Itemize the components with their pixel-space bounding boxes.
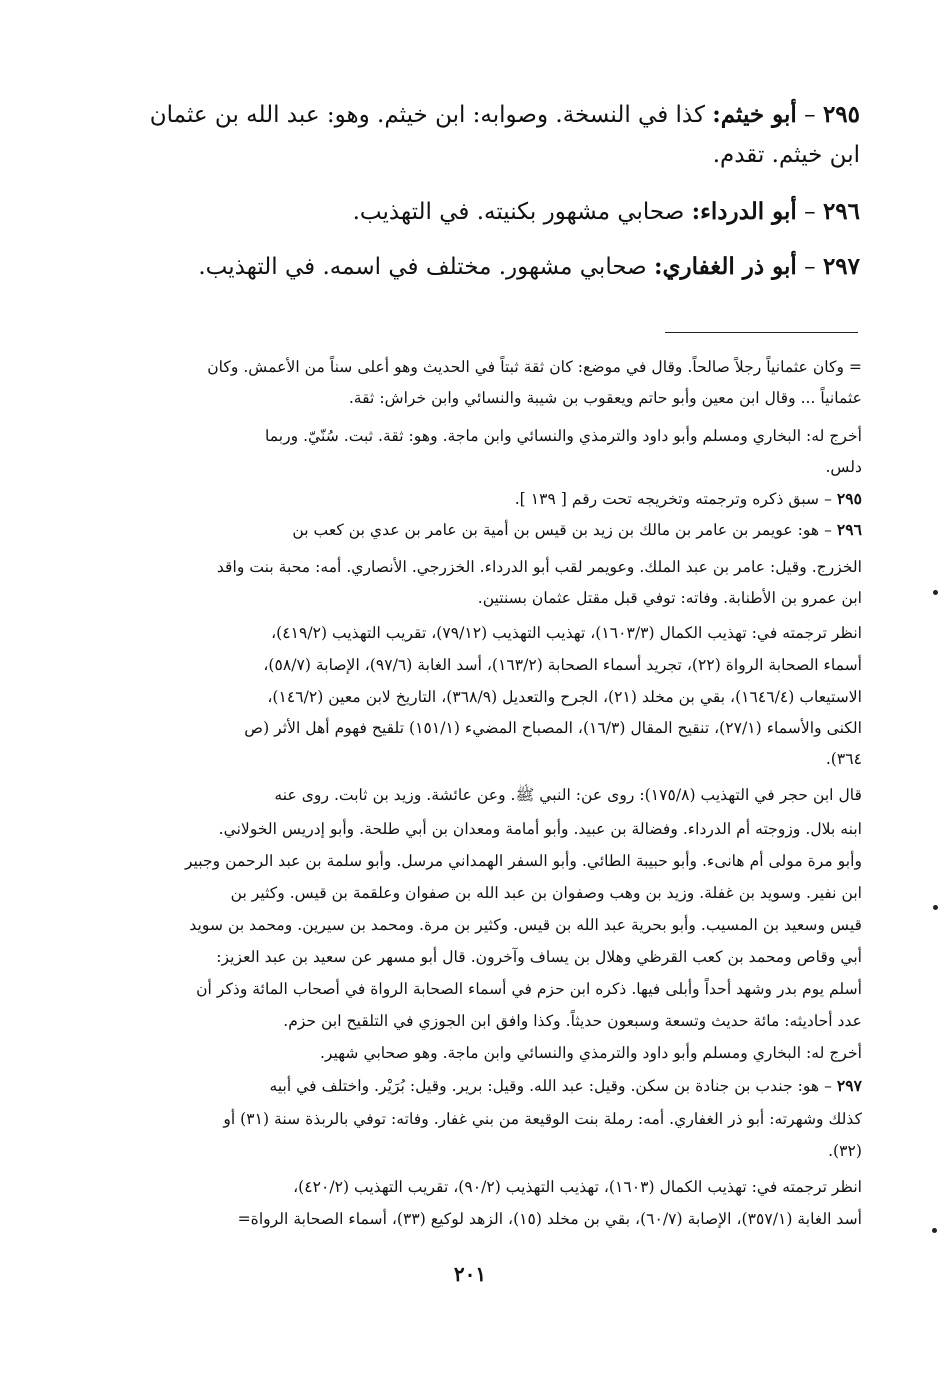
footnote-line: عثمانياً ... وقال ابن معين وأبو حاتم ويعقوب بن شيبة والنسائي وابن خراش: ثقة.: [348, 389, 862, 407]
scan-speck: [933, 590, 938, 595]
entry-name: أبو خيثم:: [712, 101, 797, 128]
entry-name: أبو الدرداء:: [691, 198, 797, 225]
footnote-text: – هو: جندب بن جنادة بن سكن. وقيل: عبد الله. وقيل: برير. وقيل: بُرَيْر. واختلف في أبيه: [269, 1077, 832, 1095]
footnote-line: أسد الغابة (٣٥٧/١)، الإصابة (٦٠/٧)، بقي بن مخلد (١٥)، الزهد لوكيع (٣٣)، أسماء الصحابة الرواة=: [237, 1210, 862, 1228]
entry-dash: –: [796, 199, 823, 225]
footnote-line: قيس وسعيد بن المسيب. وأبو بحرية عبد الله بن قيس. وكثير بن مرة. ومحمد بن سيرين. ومحمد بن سويد: [189, 916, 862, 934]
footnote-line: ابن عمرو بن الأطنابة. وفاته: توفي قبل مقتل عثمان بسنتين.: [477, 589, 862, 607]
footnote-line: أخرج له: البخاري ومسلم وأبو داود والترمذي والنسائي وابن ماجة. وهو: ثقة. ثبت. سُنّيّ. وربما: [264, 427, 862, 445]
footnote-line: أسلم يوم بدر وشهد أحداً وأبلى فيها. ذكره ابن حزم في أسماء الصحابة الرواة في أصحاب المائة وذكر أن: [196, 980, 862, 998]
footnote-number: ٢٩٦: [836, 520, 862, 539]
page-number: ٢٠١: [453, 1262, 487, 1286]
entry-text: ابن خيثم. تقدم.: [712, 142, 860, 168]
entry-number: ٢٩٥: [822, 101, 860, 128]
footnote-line: قال ابن حجر في التهذيب (١٧٥/٨): روى عن: النبي ﷺ. وعن عائشة. وزيد بن ثابت. روى عنه: [274, 786, 862, 804]
footnote-line: دلس.: [825, 458, 862, 476]
scan-speck: [933, 905, 938, 910]
scan-speck: [932, 1228, 937, 1233]
entry-296: [160, 192, 860, 232]
entry-dash: –: [796, 102, 823, 128]
footnote-line: عدد أحاديثه: مائة حديث وتسعة وسبعون حديثاً. وكذا وافق ابن الجوزي في التلقيح ابن حزم.: [283, 1012, 862, 1030]
footnote-text: – سبق ذكره وترجمته وتخريجه تحت رقم [ ١٣٩ ].: [514, 490, 832, 508]
entry-295: [100, 95, 860, 135]
footnote-separator: [665, 332, 858, 333]
footnote-line: ٣٦٤).: [825, 750, 862, 768]
footnote-line: انظر ترجمته في: تهذيب الكمال (١٦٠٣/٣)، تهذيب التهذيب (٧٩/١٢)، تقريب التهذيب (٤١٩/٢)،: [271, 624, 862, 642]
footnote-number: ٢٩٥: [836, 489, 862, 508]
entry-text: كذا في النسخة. وصوابه: ابن خيثم. وهو: عبد الله بن عثمان: [149, 102, 713, 128]
entry-dash: –: [796, 254, 823, 280]
footnote-295: [112, 483, 862, 515]
footnote-297: [112, 1070, 862, 1102]
footnote-line: أخرج له: البخاري ومسلم وأبو داود والترمذي والنسائي وابن ماجة. وهو صحابي شهير.: [319, 1044, 862, 1062]
entry-number: ٢٩٧: [822, 253, 860, 280]
footnote-296: [112, 514, 862, 546]
footnote-line: الاستيعاب (١٦٤٦/٤)، بقي بن مخلد (٢١)، الجرح والتعديل (٣٦٨/٩)، التاريخ لابن معين (١٤٦/٢)،: [267, 688, 862, 706]
footnote-number: ٢٩٧: [836, 1076, 862, 1095]
footnote-line: أبي وقاص ومحمد بن كعب القرظي وهلال بن يساف وآخرون. قال أبو مسهر عن سعيد بن عبد العزيز:: [216, 948, 862, 966]
entry-name: أبو ذر الغفاري:: [654, 253, 797, 280]
entry-text: صحابي مشهور. مختلف في اسمه. في التهذيب.: [198, 254, 655, 280]
footnote-line: الكنى والأسماء (٢٧/١)، تنقيح المقال (١٦/٣)، المصباح المضيء (١٥١/١) تلقيح فهوم أهل الأثر (ص: [244, 719, 862, 737]
footnote-line: ابنه بلال. وزوجته أم الدرداء. وفضالة بن عبيد. وأبو أمامة ومعدان بن أبي طلحة. وأبو إدريس الخولاني.: [218, 820, 862, 838]
footnote-line: الخزرج. وقيل: عامر بن عبد الملك. وعويمر لقب أبو الدرداء. الخزرجي. الأنصاري. أمه: محبة بنت واقد: [216, 558, 862, 576]
footnote-line: وأبو مرة مولى أم هانىء. وأبو حبيبة الطائي. وأبو السفر الهمداني مرسل. وأبو سلمة بن عبد الرحمن وجبير: [184, 852, 862, 870]
footnote-text: – هو: عويمر بن عامر بن مالك بن زيد بن قيس بن أمية بن عامر بن عدي بن كعب بن: [292, 521, 832, 539]
footnote-line: ابن نفير. وسويد بن غفلة. وزيد بن وهب وصفوان بن عبد الله بن صفوان وعلقمة بن قيس. وكثير بن: [230, 884, 862, 902]
footnote-line: = وكان عثمانياً رجلاً صالحاً. وقال في موضع: كان ثقة ثبتاً في الحديث وهو أعلى سناً من الأعمش. وكان: [207, 358, 862, 376]
footnote-line: كذلك وشهرته: أبو ذر الغفاري. أمه: رملة بنت الوقيعة من بني غفار. وفاته: توفي بالربذة سنة (٣١) أو: [223, 1110, 862, 1128]
footnote-line: أسماء الصحابة الرواة (٢٢)، تجريد أسماء الصحابة (١٦٣/٢)، أسد الغابة (٩٧/٦)، الإصابة (٥٨/٧)،: [263, 656, 862, 674]
entry-295-continuation: [100, 135, 860, 175]
entry-297: [160, 247, 860, 287]
footnote-line: (٣٢).: [828, 1142, 862, 1160]
entry-text: صحابي مشهور بكنيته. في التهذيب.: [352, 199, 692, 225]
entry-number: ٢٩٦: [822, 198, 860, 225]
footnote-line: انظر ترجمته في: تهذيب الكمال (١٦٠٣)، تهذيب التهذيب (٩٠/٢)، تقريب التهذيب (٤٢٠/٢)،: [293, 1178, 862, 1196]
